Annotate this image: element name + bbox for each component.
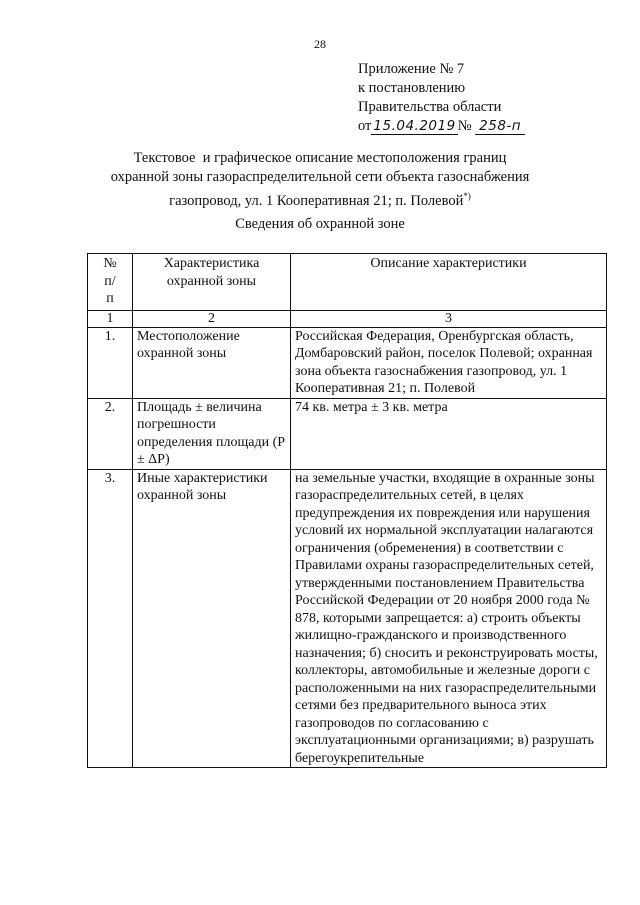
appendix-line-2: к постановлению: [358, 80, 466, 96]
handwritten-number: 258-п: [475, 119, 525, 135]
page-number: 28: [314, 37, 326, 51]
section-subtitle: Сведения об охранной зоне: [235, 216, 405, 232]
header-number: № п/п: [88, 254, 133, 311]
title-line-1: Текстовое и графическое описание местоположения границ: [133, 150, 507, 166]
row-description: Российская Федерация, Оренбургская область, Домбаровский район, поселок Полевой; охранная зона объекта газоснабжения газопровод, ул. 1 Кооперативная 21; п. Полевой: [291, 327, 607, 398]
document-title: [60, 149, 580, 211]
row-characteristic: Местоположение охранной зоны: [133, 327, 291, 398]
row-characteristic: Иные характеристики охранной зоны: [133, 469, 291, 768]
row-number: 3.: [88, 469, 133, 768]
row-description: на земельные участки, входящие в охранные зоны газораспределительных сетей, в целях предупреждения их повреждения или нарушения условий их нормальной эксплуатации налагаются ограничения (обременения) в соответствии с Правилами охраны газораспределительных сетей, утвержденными постановлением Правительства Российской Федерации от 20 ноября 2000 года № 878, которыми запрещается: а) строить объекты жилищно-гражданского и производственного назначения; б) сносить и реконструировать мосты, коллекторы, автомобильные и железные дороги с расположенными на них газораспределительными сетями без предварительного выноса этих газопроводов по согласованию с эксплуатационными организациями; в) разрушать берегоукрепительные: [291, 469, 607, 768]
handwritten-date: 15.04.2019: [373, 118, 456, 134]
appendix-block: [358, 60, 525, 136]
appendix-date-line: [358, 117, 525, 136]
title-line-3-text: газопровод, ул. 1 Кооперативная 21; п. Полевой: [169, 192, 464, 209]
column-number: 3: [291, 310, 607, 327]
header-characteristic: Характеристика охранной зоны: [133, 254, 291, 311]
footnote-mark: *): [463, 191, 471, 201]
row-description: 74 кв. метра ± 3 кв. метра: [291, 398, 607, 469]
number-sign: №: [457, 118, 472, 134]
title-line-3: [60, 187, 580, 211]
table-header-row: [88, 254, 607, 311]
appendix-line-3: Правительства области: [358, 99, 502, 115]
row-characteristic: Площадь ± величина погрешности определения площади (Р ± ΔР): [133, 398, 291, 469]
date-prefix: от: [358, 118, 372, 134]
row-number: 2.: [88, 398, 133, 469]
protection-zone-table: [87, 253, 607, 768]
appendix-line-1: Приложение № 7: [358, 61, 465, 77]
column-number: 1: [88, 310, 133, 327]
column-number: 2: [133, 310, 291, 327]
column-number-row: [88, 310, 607, 327]
table-row: [88, 327, 607, 398]
header-description: Описание характеристики: [291, 254, 607, 311]
table-row: [88, 469, 607, 768]
title-line-2: охранной зоны газораспределительной сети объекта газоснабжения: [110, 169, 530, 185]
table-row: [88, 398, 607, 469]
row-number: 1.: [88, 327, 133, 398]
